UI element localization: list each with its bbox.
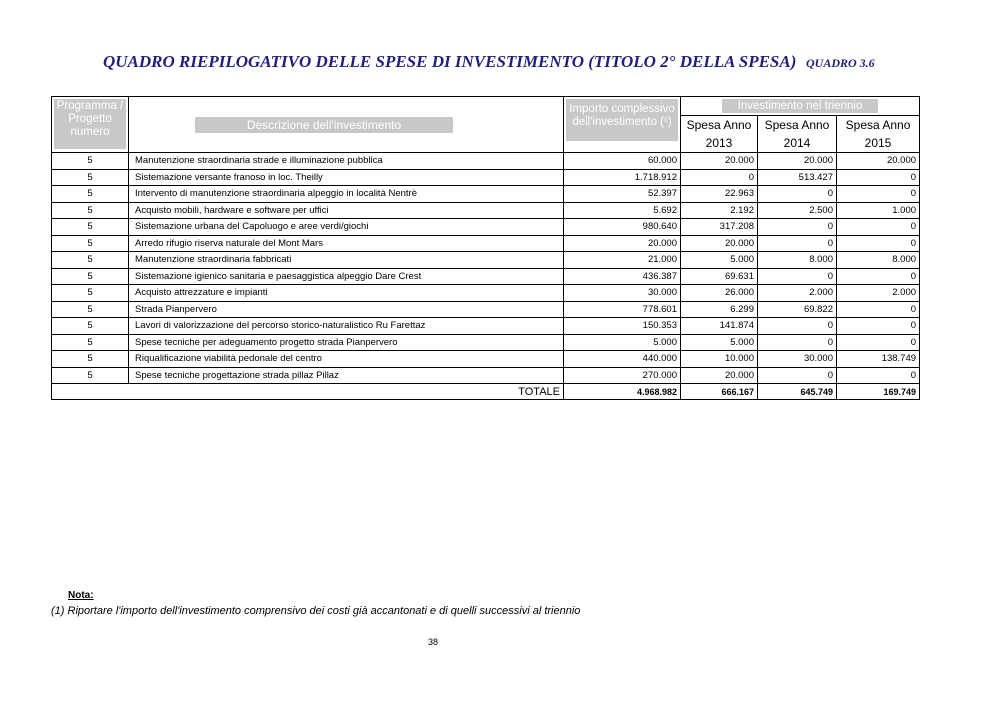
row-spesa-2014: 0 [758, 268, 837, 285]
row-spesa-2013: 10.000 [681, 351, 758, 368]
row-spesa-2015: 0 [837, 268, 920, 285]
row-description: Sistemazione urbana del Capoluogo e aree verdi/giochi [129, 219, 564, 236]
row-spesa-2015: 8.000 [837, 252, 920, 269]
row-importo: 30.000 [564, 285, 681, 302]
row-spesa-2015: 1.000 [837, 202, 920, 219]
importo-header: Importo complessivo dell'investimento (¹) [566, 99, 678, 141]
row-importo: 21.000 [564, 252, 681, 269]
total-2014: 645.749 [758, 384, 837, 400]
row-spesa-2014: 0 [758, 318, 837, 335]
row-number: 5 [52, 202, 129, 219]
year-label-line1: Spesa Anno [686, 118, 752, 132]
row-spesa-2013: 5.000 [681, 334, 758, 351]
table-row [52, 235, 920, 252]
row-description: Sistemazione versante franoso in loc. Theilly [129, 169, 564, 186]
row-importo: 778.601 [564, 301, 681, 318]
row-importo: 20.000 [564, 235, 681, 252]
year-label-line2: 2013 [705, 136, 733, 150]
importo-header-cell [564, 97, 681, 153]
row-spesa-2015: 20.000 [837, 153, 920, 170]
total-2013: 666.167 [681, 384, 758, 400]
total-label: TOTALE [52, 384, 564, 400]
year-header-2013 [681, 116, 758, 153]
row-number: 5 [52, 285, 129, 302]
table-row [52, 285, 920, 302]
row-spesa-2015: 0 [837, 318, 920, 335]
row-number: 5 [52, 153, 129, 170]
row-importo: 436.387 [564, 268, 681, 285]
nota-label: Nota: [68, 590, 94, 601]
header-row [52, 97, 920, 116]
row-spesa-2013: 20.000 [681, 235, 758, 252]
table-row [52, 153, 920, 170]
row-number: 5 [52, 252, 129, 269]
row-spesa-2014: 0 [758, 367, 837, 384]
table-row [52, 334, 920, 351]
year-header-2015 [837, 116, 920, 153]
row-importo: 5.000 [564, 334, 681, 351]
row-description: Spese tecniche per adeguamento progetto strada Pianpervero [129, 334, 564, 351]
row-description: Riqualificazione viabilità pedonale del centro [129, 351, 564, 368]
row-spesa-2015: 0 [837, 367, 920, 384]
row-spesa-2013: 6.299 [681, 301, 758, 318]
row-importo: 60.000 [564, 153, 681, 170]
table-row [52, 268, 920, 285]
page-title: QUADRO RIEPILOGATIVO DELLE SPESE DI INVESTIMENTO (TITOLO 2° DELLA SPESA) [103, 52, 797, 71]
programma-header-cell [52, 97, 129, 153]
row-spesa-2014: 0 [758, 186, 837, 203]
programma-header: Programma / Progetto numero [54, 99, 126, 149]
row-importo: 52.397 [564, 186, 681, 203]
row-importo: 150.353 [564, 318, 681, 335]
year-header-2014 [758, 116, 837, 153]
row-spesa-2013: 26.000 [681, 285, 758, 302]
row-spesa-2014: 0 [758, 219, 837, 236]
row-spesa-2014: 8.000 [758, 252, 837, 269]
row-spesa-2014: 0 [758, 334, 837, 351]
table-row [52, 186, 920, 203]
row-spesa-2013: 20.000 [681, 153, 758, 170]
row-spesa-2015: 138.749 [837, 351, 920, 368]
table-row [52, 318, 920, 335]
row-description: Intervento di manutenzione straordinaria alpeggio in località Nentrè [129, 186, 564, 203]
row-importo: 1.718.912 [564, 169, 681, 186]
row-description: Lavori di valorizzazione del percorso storico-naturalistico Ru Farettaz [129, 318, 564, 335]
row-spesa-2013: 141.874 [681, 318, 758, 335]
row-spesa-2015: 0 [837, 219, 920, 236]
row-number: 5 [52, 235, 129, 252]
row-importo: 440.000 [564, 351, 681, 368]
row-spesa-2015: 0 [837, 169, 920, 186]
quadro-label: QUADRO 3.6 [806, 56, 875, 70]
row-spesa-2014: 20.000 [758, 153, 837, 170]
row-number: 5 [52, 219, 129, 236]
row-spesa-2013: 317.208 [681, 219, 758, 236]
descrizione-header-cell [129, 97, 564, 153]
year-label-line1: Spesa Anno [764, 118, 830, 132]
total-row [52, 384, 920, 400]
descrizione-header: Descrizione dell'investimento [195, 117, 453, 133]
row-spesa-2015: 0 [837, 235, 920, 252]
row-spesa-2014: 0 [758, 235, 837, 252]
row-importo: 270.000 [564, 367, 681, 384]
year-label-line2: 2015 [864, 136, 892, 150]
row-number: 5 [52, 169, 129, 186]
row-description: Spese tecniche progettazione strada pillaz Pillaz [129, 367, 564, 384]
row-description: Manutenzione straordinaria strade e illuminazione pubblica [129, 153, 564, 170]
triennio-header-cell [681, 97, 920, 116]
table-row [52, 351, 920, 368]
row-spesa-2013: 5.000 [681, 252, 758, 269]
table-row [52, 202, 920, 219]
year-label-line1: Spesa Anno [845, 118, 911, 132]
row-spesa-2013: 2.192 [681, 202, 758, 219]
row-spesa-2013: 69.631 [681, 268, 758, 285]
row-spesa-2015: 2.000 [837, 285, 920, 302]
total-importo: 4.968.982 [564, 384, 681, 400]
year-label-line2: 2014 [783, 136, 811, 150]
row-spesa-2014: 69.822 [758, 301, 837, 318]
total-2015: 169.749 [837, 384, 920, 400]
table-row [52, 169, 920, 186]
table-row [52, 252, 920, 269]
row-spesa-2015: 0 [837, 301, 920, 318]
row-spesa-2013: 22.963 [681, 186, 758, 203]
row-description: Manutenzione straordinaria fabbricati [129, 252, 564, 269]
triennio-header: Investimento nel triennio [722, 99, 878, 113]
row-importo: 5.692 [564, 202, 681, 219]
row-importo: 980.640 [564, 219, 681, 236]
row-number: 5 [52, 351, 129, 368]
row-spesa-2015: 0 [837, 334, 920, 351]
row-spesa-2014: 513.427 [758, 169, 837, 186]
row-description: Strada Pianpervero [129, 301, 564, 318]
row-description: Acquisto mobili, hardware e software per uffici [129, 202, 564, 219]
row-spesa-2013: 0 [681, 169, 758, 186]
row-spesa-2014: 2.000 [758, 285, 837, 302]
row-number: 5 [52, 268, 129, 285]
row-spesa-2014: 2.500 [758, 202, 837, 219]
row-number: 5 [52, 186, 129, 203]
page-number: 38 [428, 637, 439, 647]
row-description: Acquisto attrezzature e impianti [129, 285, 564, 302]
row-spesa-2015: 0 [837, 186, 920, 203]
table-row [52, 301, 920, 318]
row-description: Sistemazione igienico sanitaria e paesaggistica alpeggio Dare Crest [129, 268, 564, 285]
row-spesa-2014: 30.000 [758, 351, 837, 368]
investment-table [51, 96, 920, 400]
row-number: 5 [52, 318, 129, 335]
nota-text: (1) Riportare l'importo dell'investimento comprensivo dei costi già accantonati e di quelli successivi al triennio [51, 605, 581, 617]
row-number: 5 [52, 334, 129, 351]
row-spesa-2013: 20.000 [681, 367, 758, 384]
table-row [52, 367, 920, 384]
row-number: 5 [52, 301, 129, 318]
row-description: Arredo rifugio riserva naturale del Mont Mars [129, 235, 564, 252]
table-row [52, 219, 920, 236]
row-number: 5 [52, 367, 129, 384]
